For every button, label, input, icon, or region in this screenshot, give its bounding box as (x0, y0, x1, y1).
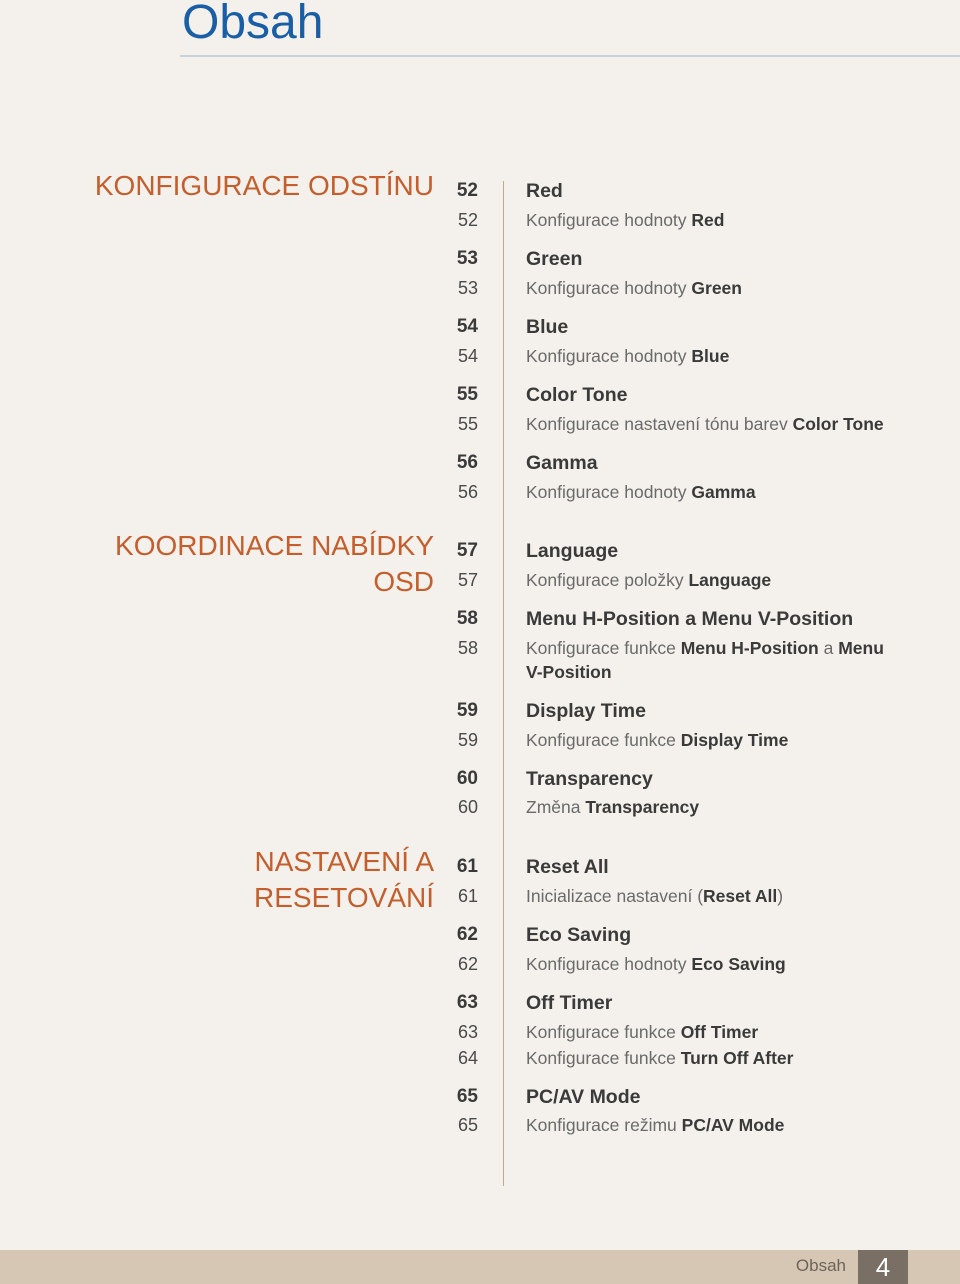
entry-text (526, 795, 896, 819)
page-number: 55 (457, 414, 478, 434)
section-title (254, 844, 434, 916)
section-title-line: NASTAVENÍ A (254, 846, 434, 877)
entry-text (526, 344, 896, 368)
section-title (95, 168, 434, 204)
page-number: 59 (456, 700, 478, 721)
entry-label: Gamma (526, 452, 598, 474)
page-number: 54 (457, 346, 478, 366)
page-number: 63 (457, 1022, 478, 1042)
entry-text (526, 247, 896, 271)
page-number: 56 (456, 452, 478, 473)
entry-label: Reset All (526, 856, 609, 878)
entry-label: Menu H-Position a Menu V-Position (526, 608, 854, 630)
entry-text (526, 767, 896, 791)
section-title (115, 528, 434, 600)
entry-label: Konfigurace režimu (526, 1115, 682, 1135)
page-number: 58 (456, 608, 478, 629)
entry-label: Off Timer (526, 992, 613, 1014)
entry-text (526, 1085, 896, 1109)
entry-label: Konfigurace hodnoty (526, 954, 692, 974)
entry-text (526, 480, 896, 504)
entry-text (526, 315, 896, 339)
page-number: 58 (457, 638, 478, 658)
page-number: 55 (456, 384, 478, 405)
entry-term: Language (688, 570, 772, 590)
entry-label: Language (526, 540, 619, 562)
page-title: Obsah (182, 0, 324, 49)
entry-label: Blue (526, 316, 569, 338)
entry-text (526, 208, 896, 232)
entry-label: Color Tone (526, 384, 628, 406)
entry-label: Red (526, 180, 563, 202)
entry-label: Konfigurace funkce (526, 638, 681, 658)
entry-text (526, 539, 896, 563)
section-title-line: KOORDINACE NABÍDKY (115, 530, 434, 561)
page-number: 54 (456, 316, 478, 337)
entry-text (526, 884, 896, 908)
entry-term: V-Position (526, 662, 612, 682)
entry-term: Turn Off After (680, 1048, 794, 1068)
entry-text (526, 1113, 896, 1137)
entry-term: Transparency (585, 797, 700, 817)
entry-text (526, 568, 896, 592)
entry-label: Konfigurace funkce (526, 730, 681, 750)
entry-text (526, 923, 896, 947)
entry-text (526, 699, 896, 723)
entry-term: Green (691, 278, 742, 298)
entry-text (526, 636, 896, 684)
entry-text (526, 412, 896, 436)
entry-term: Eco Saving (691, 954, 786, 974)
entry-text (526, 855, 896, 879)
entry-text (526, 952, 896, 976)
entry-label: Konfigurace hodnoty (526, 278, 692, 298)
entry-term: Reset All (703, 886, 778, 906)
entry-label: Green (526, 248, 583, 270)
page-number: 57 (456, 540, 478, 561)
section-title-line: RESETOVÁNÍ (254, 882, 434, 913)
entry-text (526, 1020, 896, 1044)
entry-text (526, 451, 896, 475)
entry-label: Display Time (526, 700, 646, 722)
entry-term: Blue (691, 346, 730, 366)
entry-label: Změna (526, 797, 586, 817)
page-number: 65 (456, 1086, 478, 1107)
entry-term: Off Timer (680, 1022, 759, 1042)
page-number: 62 (457, 954, 478, 974)
entry-term: Red (691, 210, 725, 230)
page-number: 61 (457, 886, 478, 906)
entry-label: Konfigurace hodnoty (526, 482, 692, 502)
page-number: 52 (456, 180, 478, 201)
page-number: 56 (457, 482, 478, 502)
title-divider (180, 55, 960, 57)
entry-label: Konfigurace funkce (526, 1022, 681, 1042)
page-number: 60 (456, 768, 478, 789)
page-number: 61 (456, 856, 478, 877)
page-number: 53 (457, 278, 478, 298)
entry-text (526, 276, 896, 300)
entry-text (526, 179, 896, 203)
footer-label: Obsah (795, 1256, 846, 1275)
entry-label: Transparency (526, 768, 653, 790)
page-number: 57 (457, 570, 478, 590)
entry-label: Konfigurace hodnoty (526, 210, 692, 230)
page-number: 52 (457, 210, 478, 230)
entry-label: Konfigurace funkce (526, 1048, 681, 1068)
entry-label: Konfigurace položky (526, 570, 689, 590)
entry-term: Display Time (680, 730, 789, 750)
page-number: 59 (457, 730, 478, 750)
entry-label: Inicializace nastavení ( (526, 886, 704, 906)
entry-term: PC/AV Mode (681, 1115, 785, 1135)
entry-term: Gamma (691, 482, 756, 502)
page-number: 62 (456, 924, 478, 945)
entry-label: Eco Saving (526, 924, 632, 946)
entry-text (526, 991, 896, 1015)
page-number: 53 (456, 248, 478, 269)
entry-text (526, 728, 896, 752)
column-divider (503, 181, 504, 1186)
entry-label: ) (777, 886, 784, 906)
footer-page-number: 4 (858, 1250, 908, 1284)
page-number: 63 (456, 992, 478, 1013)
page-number: 60 (457, 797, 478, 817)
page-number: 64 (457, 1048, 478, 1068)
section-title-line: OSD (373, 566, 434, 597)
entry-label: Konfigurace hodnoty (526, 346, 692, 366)
section-title-line: KONFIGURACE ODSTÍNU (94, 170, 434, 201)
entry-text (526, 383, 896, 407)
entry-label: PC/AV Mode (526, 1086, 641, 1108)
entry-label: Konfigurace nastavení tónu barev (526, 414, 793, 434)
page-number: 65 (457, 1115, 478, 1135)
entry-term: Color Tone (792, 414, 884, 434)
entry-label: a (818, 638, 839, 658)
entry-text (526, 1046, 896, 1070)
entry-text (526, 607, 896, 631)
entry-term: Menu H-Position (680, 638, 819, 658)
entry-term: Menu (838, 638, 884, 658)
